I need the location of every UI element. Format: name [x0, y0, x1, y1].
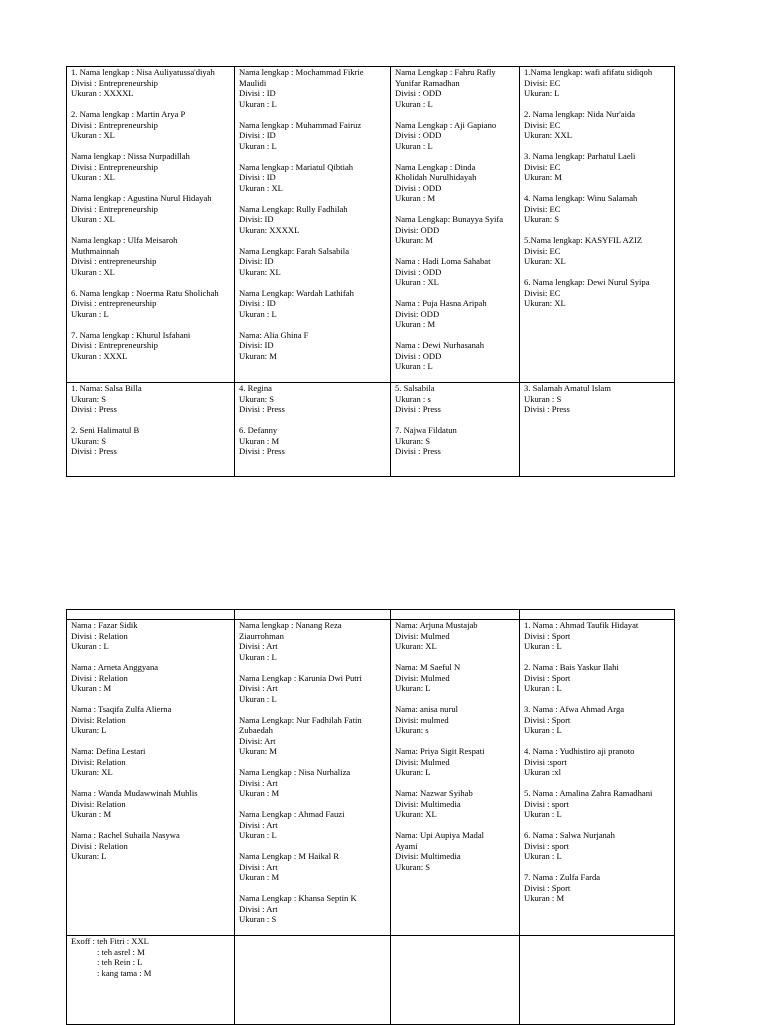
entry-line: Nama : Fazar Sidik — [71, 620, 138, 630]
entry-line: Divisi : ID — [239, 298, 276, 308]
entry-line: 1.Nama lengkap: wafi afifatu sidiqoh — [524, 67, 653, 77]
entry-line: Divisi : Press — [71, 446, 117, 456]
entry-line: 1. Nama lengkap : Nisa Auliyatussa'diyah — [71, 67, 215, 77]
entry-line: Ukuran : L — [524, 809, 562, 819]
entry-line: Ukuran : XL — [239, 182, 283, 193]
empty-cell — [520, 610, 675, 620]
member-entry — [239, 246, 387, 278]
table2-row-1 — [67, 620, 675, 936]
member-entry — [395, 162, 516, 204]
table2-header-row — [67, 610, 675, 620]
entry-line: Ukuran: S — [71, 435, 107, 446]
sport-division-cell — [520, 620, 675, 936]
member-entry — [239, 425, 387, 457]
entry-line: Ukuran : L — [524, 725, 562, 735]
entry-line: Ukuran: M — [239, 746, 277, 756]
entry-line: Ukuran: XL — [395, 809, 437, 819]
entry-line: 4. Nama lengkap: Winu Salamah — [524, 193, 638, 203]
entry-line: Divisi : ID — [239, 88, 276, 98]
entry-line: Ukuran : XL — [71, 214, 115, 224]
member-entry — [239, 851, 387, 883]
entry-line: 1. Nama: Salsa Billa — [71, 383, 142, 393]
member-entry — [524, 788, 671, 820]
entry-line: Divisi : Art — [239, 903, 278, 914]
entry-line: Ukuran : S — [239, 914, 277, 924]
table2-row-2 — [67, 936, 675, 1025]
empty-cell — [67, 610, 235, 620]
entry-line: Nama : Tsaqifa Zulfa Alierna — [71, 704, 172, 714]
entry-line: Nama Lengkap : Ahmad Fauzi — [239, 809, 345, 819]
member-entry — [71, 830, 231, 862]
member-entry — [239, 288, 387, 320]
entry-line: Divisi : entrepreneurship — [71, 298, 157, 308]
entry-line: 5.Nama lengkap: KASYFIL AZIZ — [524, 235, 643, 245]
member-entry — [524, 151, 671, 183]
entry-line: Nama lengkap : Mochammad Fikrie — [239, 67, 364, 77]
entry-line: Nama : Arneta Anggyana — [71, 662, 159, 672]
entry-line: Divisi : Press — [395, 446, 441, 456]
entry-line: Muthmainnah — [71, 245, 120, 256]
member-entry — [524, 67, 671, 99]
entry-line: Ukuran: L — [524, 88, 560, 98]
member-entry — [239, 120, 387, 152]
member-entry — [71, 67, 231, 99]
empty-cell — [391, 936, 520, 1025]
entry-line: Nama Lengkap: Rully Fadhilah — [239, 203, 348, 214]
entry-line: Divisi: ID — [239, 256, 274, 266]
entry-line: Nama: Defina Lestari — [71, 746, 146, 756]
member-entry — [71, 235, 231, 277]
entry-line: Ukuran : L — [395, 361, 433, 371]
member-entry — [239, 383, 387, 415]
entry-line: Divisi : Art — [239, 819, 278, 830]
entry-line: Ukuran: L — [395, 683, 431, 693]
entry-line: Divisi : ODD — [395, 130, 442, 140]
entry-line: Ukuran : XXXXL — [71, 88, 134, 98]
entry-line: Divisi : Entrepreneurship — [71, 161, 158, 172]
entry-line: Ukuran: XL — [524, 256, 566, 266]
entry-line: Divisi : Art — [239, 861, 278, 872]
press-cell-2 — [235, 383, 391, 477]
entry-line: Ukuran : M — [71, 809, 112, 819]
entry-line: Ukuran : L — [239, 98, 277, 109]
entry-line: Nama Lengkap: Farah Salsabila — [239, 245, 350, 256]
ec-division-cell — [520, 67, 675, 383]
entry-line: Divisi : Press — [239, 446, 285, 456]
entry-line: Ukuran : M — [395, 193, 436, 203]
entry-line: Divisi: Relation — [71, 798, 126, 809]
entry-line: Nama lengkap : Nanang Reza — [239, 620, 342, 630]
member-entry — [524, 277, 671, 309]
entry-line: Ukuran : XL — [71, 130, 115, 140]
entry-line: Divisi: EC — [524, 161, 561, 172]
entry-line: Ukuran :xl — [524, 767, 561, 777]
entry-line: Divisi : Press — [395, 404, 441, 414]
member-entry — [239, 67, 387, 109]
entry-line: Nama lengkap : Ulfa Meisaroh — [71, 235, 178, 245]
entry-line: Nama Lengkap: Wardah Lathifah — [239, 287, 354, 298]
member-entry — [395, 214, 516, 246]
member-entry — [524, 383, 671, 415]
member-entry — [239, 162, 387, 194]
entry-line: Ukuran : L — [239, 830, 277, 840]
member-entry — [71, 330, 231, 362]
entry-line: Divisi :sport — [524, 756, 567, 767]
member-entry — [524, 109, 671, 141]
entry-line: Ziaurrohman — [239, 630, 284, 641]
entry-line: 2. Seni Halimatul B — [71, 425, 140, 435]
member-entry — [524, 704, 671, 736]
entry-line: Ukuran : XL — [395, 277, 439, 287]
exoff-line: Exoff : teh Fitri : XXL — [71, 936, 149, 946]
entry-line: Divisi : sport — [524, 798, 569, 809]
entry-line: 2. Nama lengkap : Martin Arya P — [71, 109, 186, 119]
entry-line: Ukuran : M — [524, 893, 565, 903]
entry-line: Ukuran: XL — [239, 266, 281, 277]
entry-line: Nama Lengkap : Dinda — [395, 161, 476, 172]
entry-line: Ukuran: s — [395, 725, 429, 735]
entry-line: Ukuran: S — [239, 393, 275, 404]
entry-line: Nama Lengkap : Aji Gapiano — [395, 119, 497, 130]
entry-line: Divisi : Press — [239, 404, 285, 414]
entry-line: Divisi: EC — [524, 203, 561, 214]
member-entry — [524, 746, 671, 778]
member-entry — [71, 746, 231, 778]
entry-line: Maulidi — [239, 77, 267, 88]
entry-line: Nama : Hadi Loma Sahabat — [395, 256, 491, 266]
entry-line: Divisi : Art — [239, 641, 278, 651]
entry-line: Divisi: Mulmed — [395, 756, 450, 767]
entry-line: Divisi : sport — [524, 840, 569, 851]
entry-line: Ukuran : M — [395, 319, 436, 329]
entry-line: Nama Lengkap : Karunia Dwi Putri — [239, 672, 362, 683]
member-entry — [395, 256, 516, 288]
empty-cell — [235, 936, 391, 1025]
entry-line: Ukuran: S — [71, 393, 107, 404]
entry-line: Ukuran : s — [395, 393, 431, 404]
entry-line: Divisi : Relation — [71, 672, 128, 683]
entry-line: Nama: anisa nurul — [395, 704, 459, 714]
entry-line: Ukuran: XL — [524, 298, 566, 308]
entry-line: Nama: Upi Aupiya Madal — [395, 830, 485, 840]
member-entry — [71, 288, 231, 320]
entry-line: Nama: Arjuna Mustajab — [395, 620, 478, 630]
member-entry — [239, 673, 387, 705]
exoff-cell — [67, 936, 235, 1025]
entry-line: Ukuran: XL — [71, 767, 113, 777]
member-entry — [395, 425, 516, 457]
entry-line: Nama lengkap : Muhammad Fairuz — [239, 119, 362, 130]
entry-line: 5. Salsabila — [395, 383, 435, 393]
entry-line: Divisi : ID — [239, 172, 276, 182]
entry-line: Divisi: EC — [524, 77, 561, 88]
entry-line: 4. Regina — [239, 383, 272, 393]
entry-line: Divisi : ODD — [395, 182, 442, 193]
member-entry — [524, 620, 671, 652]
entry-line: Divisi : Entrepreneurship — [71, 119, 158, 130]
member-entry — [524, 872, 671, 904]
member-entry — [395, 67, 516, 109]
entry-line: Divisi : Sport — [524, 714, 571, 725]
member-entry — [71, 620, 231, 652]
member-entry — [71, 788, 231, 820]
entrepreneurship-cell — [67, 67, 235, 383]
entry-line: 2. Nama lengkap: Nida Nur'aida — [524, 109, 636, 119]
empty-cell — [235, 610, 391, 620]
entry-line: Divisi : Relation — [71, 840, 128, 851]
entry-line: Divisi: ODD — [395, 224, 440, 235]
entry-line: Nama : Wanda Mudawwinah Muhlis — [71, 788, 198, 798]
entry-line: Nama: Alia Ghina F — [239, 329, 309, 340]
entry-line: Ukuran : L — [71, 641, 109, 651]
entry-line: Ukuran : L — [239, 693, 277, 704]
entry-line: Nama Lengkap : Nisa Nurhaliza — [239, 767, 351, 777]
member-entry — [395, 704, 516, 736]
member-entry — [71, 193, 231, 225]
entry-line: Ukuran: S — [395, 435, 431, 446]
entry-line: Divisi: EC — [524, 119, 561, 130]
entry-line: Nama : Puja Hasna Aripah — [395, 298, 487, 308]
member-entry — [524, 193, 671, 225]
entry-line: 6. Nama lengkap : Noerma Ratu Sholichah — [71, 287, 219, 298]
entry-line: Ukuran: S — [524, 214, 560, 224]
entry-line: 3. Nama : Afwa Ahmad Arga — [524, 704, 625, 714]
entry-line: 7. Nama lengkap : Khurul Isfahani — [71, 329, 191, 340]
entry-line: Divisi : Press — [71, 404, 117, 414]
entry-line: Zubaedah — [239, 725, 273, 735]
entry-line: Nama Lengkap : M Haikal R — [239, 851, 339, 861]
entry-line: Divisi: ID — [239, 340, 274, 350]
member-entry — [239, 330, 387, 362]
member-entry — [524, 235, 671, 267]
entry-line: 2. Nama : Bais Yaskur Ilahi — [524, 662, 619, 672]
entry-line: Ukuran: M — [524, 172, 562, 182]
member-entry — [71, 151, 231, 183]
entry-line: Divisi : Art — [239, 777, 278, 788]
entry-line: 6. Nama lengkap: Dewi Nurul Syipa — [524, 277, 650, 287]
exoff-line: : kang tama : M — [97, 967, 152, 978]
entry-line: Nama: Nazwar Syihab — [395, 788, 473, 798]
entry-line: Ukuran : M — [239, 788, 280, 798]
member-entry — [239, 809, 387, 841]
entry-line: 4. Nama : Yudhistiro aji pranoto — [524, 746, 635, 756]
member-entry — [71, 662, 231, 694]
entry-line: Nama lengkap : Nissa Nurpadillah — [71, 151, 190, 161]
member-entry — [524, 830, 671, 862]
odd-division-cell — [391, 67, 520, 383]
entry-line: Nama: Priya Sigit Respati — [395, 746, 485, 756]
entry-line: Ukuran : M — [71, 683, 112, 693]
entry-line: 7. Nama : Zulfa Farda — [524, 872, 601, 882]
entry-line: Divisi: Art — [239, 735, 276, 746]
entry-line: Ukuran: M — [239, 350, 277, 361]
empty-cell — [520, 936, 675, 1025]
entry-line: Ukuran : L — [395, 140, 433, 151]
entry-line: Ukuran : M — [239, 872, 280, 882]
mulmed-division-cell — [391, 620, 520, 936]
entry-line: Ukuran: XL — [395, 641, 437, 651]
entry-line: Divisi : Entrepreneurship — [71, 203, 158, 214]
entry-line: Divisi : Sport — [524, 882, 571, 893]
entry-line: Divisi : Sport — [524, 630, 571, 641]
entry-line: Ukuran : L — [395, 98, 433, 109]
member-entry — [239, 620, 387, 662]
id-division-cell — [235, 67, 391, 383]
entry-line: Nama Lengkap : Khansa Septin K — [239, 893, 357, 903]
member-entry — [71, 425, 231, 457]
entry-line: Ukuran : XXXL — [71, 350, 128, 361]
entry-line: Divisi : ODD — [395, 266, 442, 277]
member-entry — [395, 298, 516, 330]
entry-line: Ukuran : XL — [71, 172, 115, 182]
exoff-line: : teh Rein : L — [97, 957, 143, 967]
size-table-1 — [66, 66, 675, 477]
entry-line: Ukuran : L — [239, 651, 277, 662]
entry-line: 3. Nama lengkap: Parhatul Laeli — [524, 151, 636, 161]
art-division-cell — [235, 620, 391, 936]
entry-line: 6. Defanny — [239, 425, 278, 435]
entry-line: Ukuran : L — [524, 851, 562, 861]
member-entry — [71, 704, 231, 736]
entry-line: 7. Najwa Fildatun — [395, 425, 457, 435]
entry-line: Ukuran : L — [239, 308, 277, 319]
entry-line: Divisi: ODD — [395, 308, 440, 319]
entry-line: Nama Lengkap : Fahru Rafly — [395, 67, 496, 77]
member-entry — [71, 383, 231, 415]
table1-row-2 — [67, 383, 675, 477]
entry-line: Divisi: Relation — [71, 756, 126, 767]
entry-line: Ukuran: S — [395, 861, 431, 872]
entry-line: Divisi : Art — [239, 683, 278, 693]
member-entry — [395, 620, 516, 652]
entry-line: Divisi: mulmed — [395, 714, 449, 725]
member-entry — [395, 383, 516, 415]
entry-line: Ukuran: L — [71, 851, 107, 861]
entry-line: Divisi : Entrepreneurship — [71, 77, 158, 88]
entry-line: Nama : Rachel Suhaila Nasywa — [71, 830, 180, 840]
empty-cell — [391, 610, 520, 620]
entry-line: Divisi : ODD — [395, 88, 442, 98]
member-entry — [71, 109, 231, 141]
entry-line: Divisi : entrepreneurship — [71, 256, 157, 266]
entry-line: Nama : Dewi Nurhasanah — [395, 340, 485, 350]
entry-line: 3. Salamah Amatul Islam — [524, 383, 611, 393]
entry-line: Nama: M Saeful N — [395, 662, 461, 672]
member-entry — [395, 830, 516, 872]
entry-line: Divisi: Multimedia — [395, 798, 461, 809]
member-entry — [239, 767, 387, 799]
entry-line: Ukuran : L — [524, 683, 562, 693]
entry-line: Divisi: EC — [524, 287, 561, 298]
member-entry — [239, 715, 387, 757]
entry-line: 5. Nama : Amalina Zahra Ramadhani — [524, 788, 653, 798]
entry-line: Divisi: Mulmed — [395, 672, 450, 683]
member-entry — [524, 662, 671, 694]
member-entry — [239, 893, 387, 925]
entry-line: Divisi : Relation — [71, 630, 128, 641]
entry-line: 1. Nama : Ahmad Taufik Hidayat — [524, 620, 639, 630]
entry-line: Nama lengkap : Agustina Nurul Hidayah — [71, 193, 212, 203]
entry-line: Ukuran: XXL — [524, 130, 572, 140]
member-entry — [395, 662, 516, 694]
size-table-2 — [66, 609, 675, 1025]
entry-line: Ukuran : XL — [71, 266, 115, 277]
entry-line: Ukuran : L — [524, 641, 562, 651]
entry-line: Divisi: EC — [524, 245, 561, 256]
entry-line: Ayami — [395, 840, 418, 851]
entry-line: Divisi : Sport — [524, 672, 571, 683]
entry-line: Divisi: Relation — [71, 714, 126, 725]
press-cell-4 — [520, 383, 675, 477]
entry-line: Ukuran : M — [239, 435, 280, 446]
entry-line: Divisi : Press — [524, 404, 570, 414]
entry-line: Ukuran : L — [239, 140, 277, 151]
member-entry — [395, 120, 516, 152]
entry-line: Ukuran: XXXXL — [239, 224, 300, 235]
entry-line: Divisi: Mulmed — [395, 630, 450, 641]
entry-line: Nama Lengkap: Nur Fadhilah Fatin — [239, 714, 362, 725]
entry-line: Divisi: Multimedia — [395, 851, 461, 861]
entry-line: Divisi : ID — [239, 130, 276, 140]
press-cell-1 — [67, 383, 235, 477]
member-entry — [395, 340, 516, 372]
member-entry — [395, 788, 516, 820]
entry-line: Ukuran : L — [71, 308, 109, 319]
entry-line: Ukuran: L — [395, 767, 431, 777]
entry-line: Divisi: ID — [239, 214, 274, 224]
entry-line: Kholidah Nurulhidayah — [395, 172, 477, 182]
entry-line: Divisi : Entrepreneurship — [71, 340, 158, 350]
member-entry — [395, 746, 516, 778]
entry-line: Nama lengkap : Mariatul Qibtiah — [239, 161, 354, 172]
entry-line: Divisi : ODD — [395, 350, 442, 361]
press-cell-3 — [391, 383, 520, 477]
exoff-line: : teh asrel : M — [97, 946, 145, 957]
relation-division-cell — [67, 620, 235, 936]
entry-line: Ukuran : S — [524, 393, 562, 404]
table1-row-1 — [67, 67, 675, 383]
entry-line: 6. Nama : Salwa Nurjanah — [524, 830, 615, 840]
entry-line: Ukuran: M — [395, 235, 433, 245]
entry-line: Ukuran: L — [71, 725, 107, 735]
entry-line: Yunifar Ramadhan — [395, 77, 460, 88]
entry-line: Nama Lengkap: Bunayya Syifa — [395, 214, 504, 224]
member-entry — [239, 204, 387, 236]
